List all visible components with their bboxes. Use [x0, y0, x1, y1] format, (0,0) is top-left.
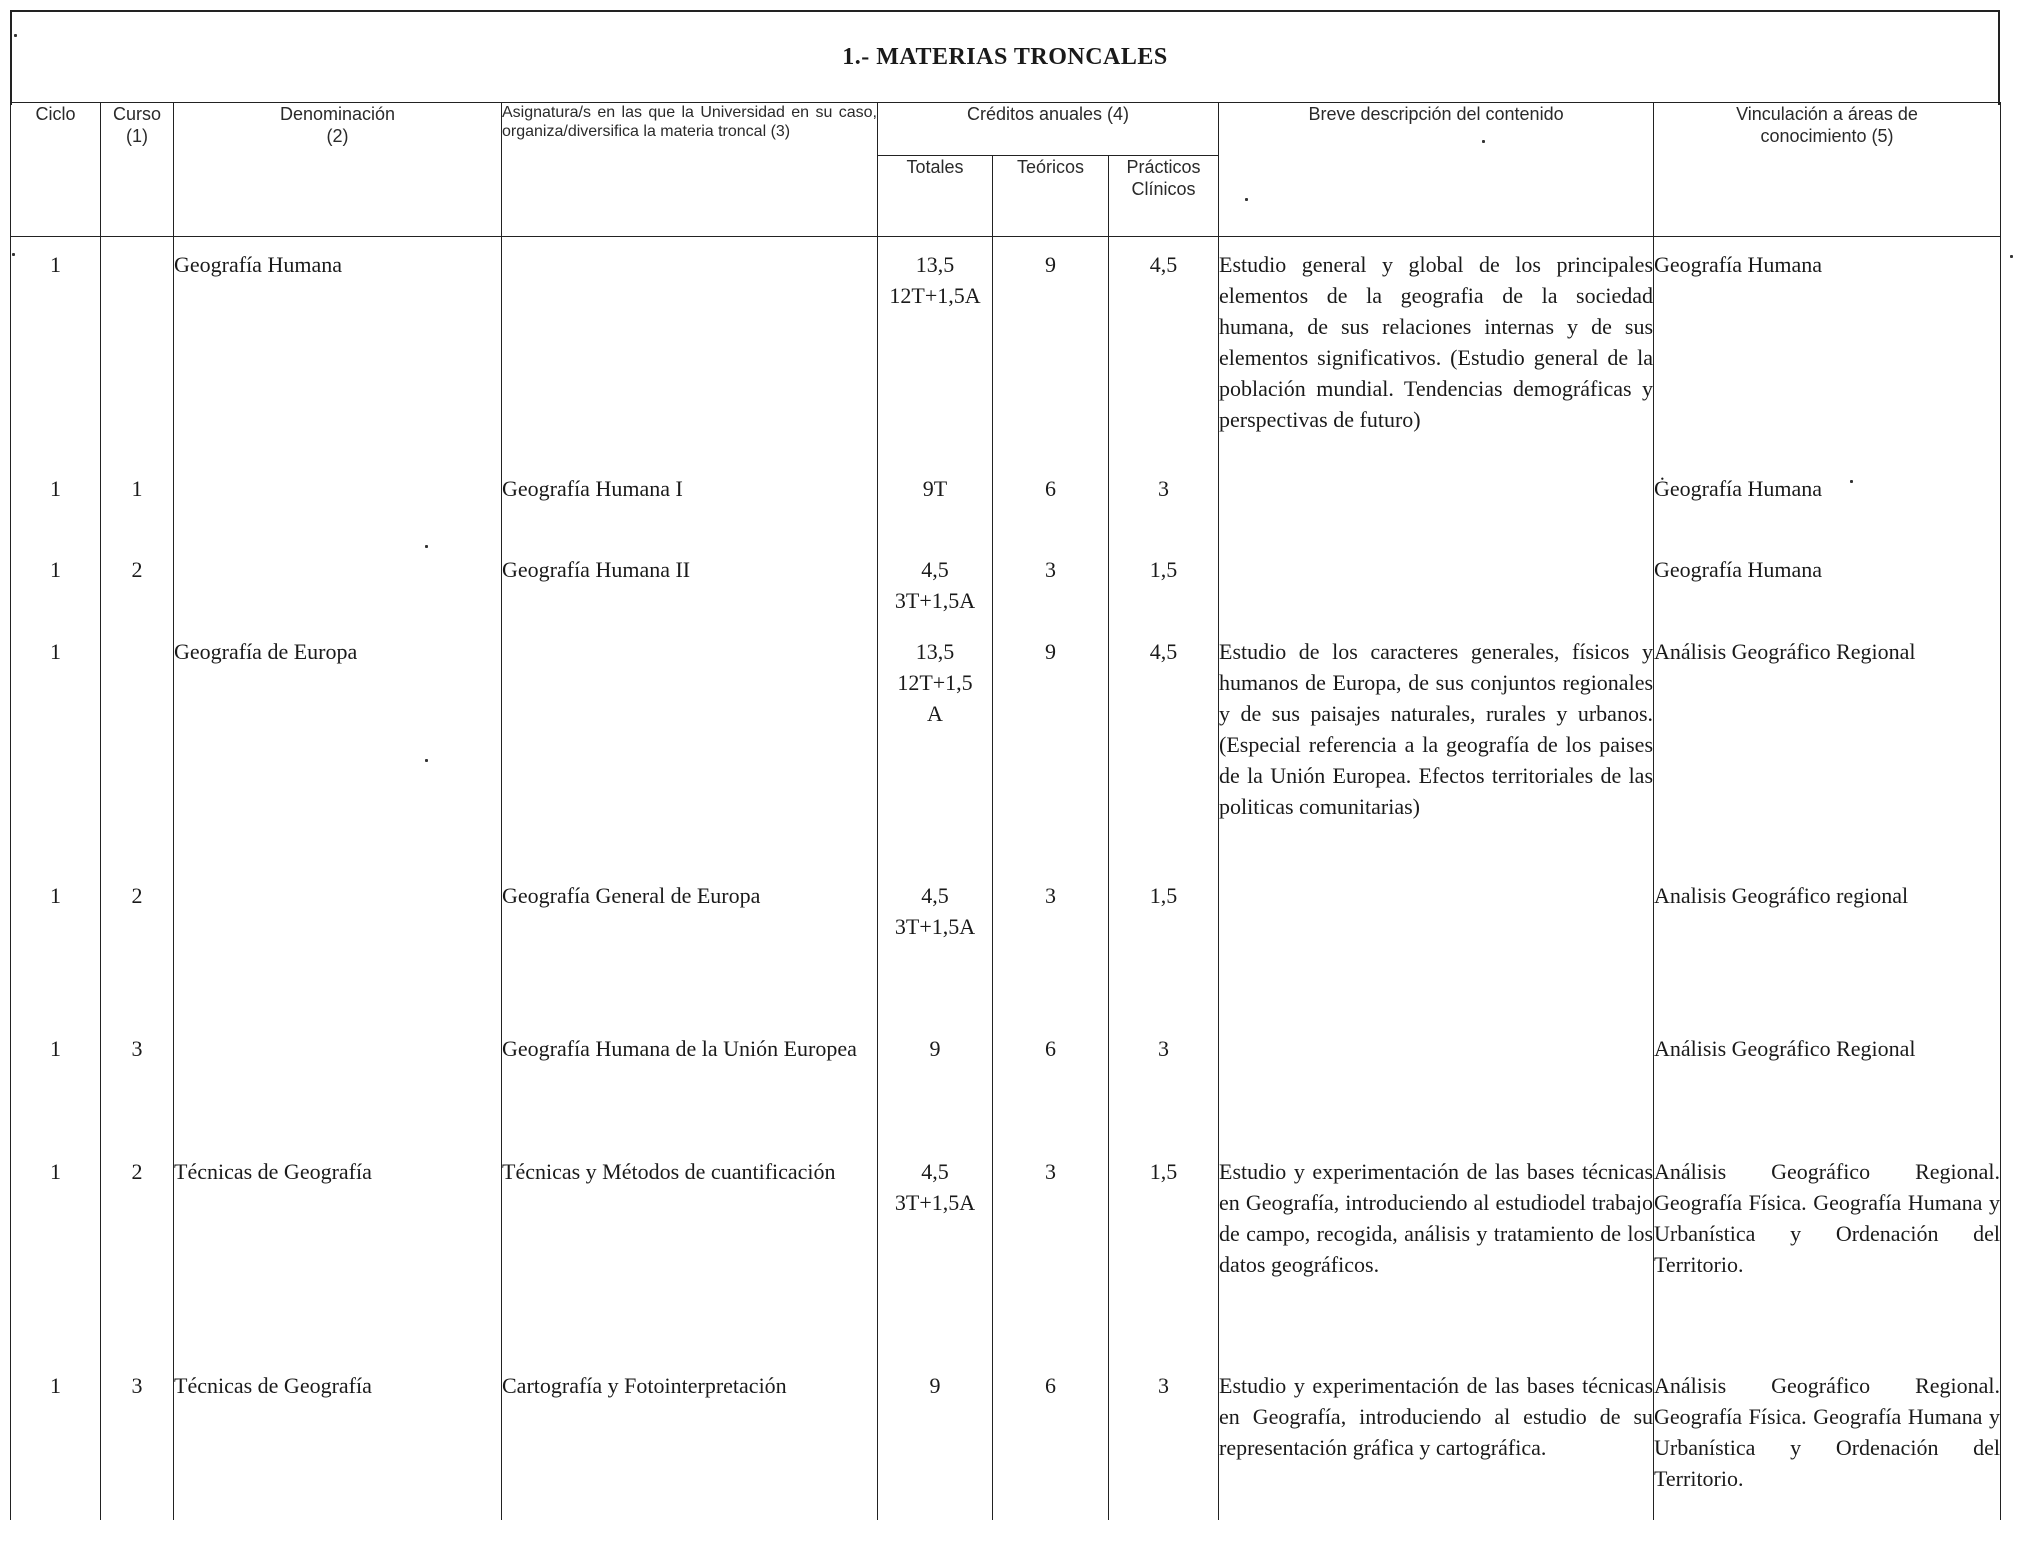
cell-ciclo: 1 — [11, 473, 101, 554]
cell-totales: 9 — [878, 1033, 993, 1156]
cell-practicos: 4,5 — [1109, 237, 1219, 473]
cell-asignatura: Geografía General de Europa — [502, 880, 878, 1033]
cell-descripcion — [1219, 473, 1654, 554]
cell-totales: 13,5 12T+1,5 A — [878, 636, 993, 880]
materias-table — [10, 102, 2001, 1520]
cell-vinculacion: Análisis Geográfico Regional — [1654, 1033, 2001, 1156]
scan-speck — [2010, 255, 2013, 258]
cell-ciclo: 1 — [11, 237, 101, 473]
cell-totales: 4,5 3T+1,5A — [878, 554, 993, 636]
cell-practicos: 1,5 — [1109, 880, 1219, 1033]
cell-teoricos: 9 — [993, 636, 1109, 880]
cell-descripcion — [1219, 880, 1654, 1033]
table-row — [11, 554, 2001, 636]
cell-denominacion — [174, 554, 502, 636]
cell-practicos: 1,5 — [1109, 1156, 1219, 1370]
cell-curso: 2 — [101, 880, 174, 1033]
cell-denominacion — [174, 473, 502, 554]
cell-vinculacion: Análisis Geográfico Regional — [1654, 636, 2001, 880]
header-curso: Curso (1) — [101, 103, 174, 237]
table-header — [11, 103, 2001, 237]
scan-speck — [12, 253, 15, 256]
cell-curso — [101, 237, 174, 473]
cell-totales: 9 — [878, 1370, 993, 1520]
cell-asignatura: Geografía Humana II — [502, 554, 878, 636]
title-box — [10, 10, 2000, 105]
cell-vinculacion: Geografía Humana — [1654, 554, 2001, 636]
cell-curso: 1 — [101, 473, 174, 554]
cell-practicos: 3 — [1109, 473, 1219, 554]
scan-speck — [1850, 480, 1853, 483]
cell-denominacion — [174, 880, 502, 1033]
header-asignaturas: Asignatura/s en las que la Universidad en su caso, organiza/diversifica la materia troncal (3) — [502, 103, 878, 237]
cell-denominacion — [174, 1033, 502, 1156]
header-teoricos: Teóricos — [993, 156, 1109, 237]
cell-ciclo: 1 — [11, 1370, 101, 1520]
scan-speck — [1245, 198, 1248, 201]
cell-teoricos: 9 — [993, 237, 1109, 473]
cell-asignatura: Geografía Humana de la Unión Europea — [502, 1033, 878, 1156]
cell-totales: 13,5 12T+1,5A — [878, 237, 993, 473]
scan-speck — [425, 545, 428, 548]
cell-denominacion: Técnicas de Geografía — [174, 1370, 502, 1520]
table-row — [11, 473, 2001, 554]
cell-asignatura — [502, 237, 878, 473]
cell-practicos: 3 — [1109, 1370, 1219, 1520]
cell-curso: 2 — [101, 1156, 174, 1370]
cell-descripcion: Estudio y experimentación de las bases técnicas en Geografía, introduciendo al estudiodel trabajo de campo, recogida, análisis y tratamiento de los datos geográficos. — [1219, 1156, 1654, 1370]
header-ciclo: Ciclo — [11, 103, 101, 237]
cell-totales: 4,5 3T+1,5A — [878, 880, 993, 1033]
cell-totales: 4,5 3T+1,5A — [878, 1156, 993, 1370]
cell-teoricos: 6 — [993, 473, 1109, 554]
cell-ciclo: 1 — [11, 1033, 101, 1156]
cell-teoricos: 6 — [993, 1033, 1109, 1156]
cell-practicos: 1,5 — [1109, 554, 1219, 636]
scan-speck — [425, 759, 428, 762]
cell-descripcion: Estudio y experimentación de las bases técnicas en Geografía, introduciendo al estudio de su representación gráfica y cartográfica. — [1219, 1370, 1654, 1520]
cell-ciclo: 1 — [11, 880, 101, 1033]
cell-ciclo: 1 — [11, 554, 101, 636]
cell-asignatura: Geografía Humana I — [502, 473, 878, 554]
cell-curso: 3 — [101, 1370, 174, 1520]
table-body — [11, 237, 2001, 1520]
table-row — [11, 636, 2001, 880]
cell-teoricos: 6 — [993, 1370, 1109, 1520]
cell-vinculacion: Geografía Humana — [1654, 237, 2001, 473]
table-row — [11, 880, 2001, 1033]
cell-vinculacion: Analisis Geográfico regional — [1654, 880, 2001, 1033]
cell-descripcion — [1219, 1033, 1654, 1156]
cell-asignatura: Cartografía y Fotointerpretación — [502, 1370, 878, 1520]
table-row — [11, 1156, 2001, 1370]
cell-asignatura: Técnicas y Métodos de cuantificación — [502, 1156, 878, 1370]
header-creditos: Créditos anuales (4) — [878, 103, 1219, 156]
cell-denominacion: Geografía Humana — [174, 237, 502, 473]
cell-practicos: 4,5 — [1109, 636, 1219, 880]
cell-vinculacion: Análisis Geográfico Regional. Geografía Física. Geografía Humana y Urbanística y Ordenación del Territorio. — [1654, 1370, 2001, 1520]
cell-curso: 2 — [101, 554, 174, 636]
cell-ciclo: 1 — [11, 636, 101, 880]
cell-teoricos: 3 — [993, 554, 1109, 636]
cell-vinculacion: Análisis Geográfico Regional. Geografía Física. Geografía Humana y Urbanística y Ordenación del Territorio. — [1654, 1156, 2001, 1370]
scan-speck — [14, 34, 17, 37]
cell-asignatura — [502, 636, 878, 880]
cell-curso: 3 — [101, 1033, 174, 1156]
table-row — [11, 1370, 2001, 1520]
cell-descripcion: Estudio de los caracteres generales, físicos y humanos de Europa, de sus conjuntos regionales y de sus paisajes naturales, rurales y urbanos. (Especial referencia a la geografía de los paises de la Unión Europea. Efectos territoriales de las politicas comunitarias) — [1219, 636, 1654, 880]
header-practicos: Prácticos Clínicos — [1109, 156, 1219, 237]
cell-descripcion: Estudio general y global de los principales elementos de la geografia de la sociedad humana, de sus relaciones internas y de sus elementos significativos. (Estudio general de la población mundial. Tendencias demográficas y perspectivas de futuro) — [1219, 237, 1654, 473]
cell-totales: 9T — [878, 473, 993, 554]
cell-practicos: 3 — [1109, 1033, 1219, 1156]
scan-speck — [1482, 140, 1485, 143]
cell-curso — [101, 636, 174, 880]
page-title: 1.- MATERIAS TRONCALES — [842, 44, 1168, 70]
header-vinculacion: Vinculación a áreas de conocimiento (5) — [1654, 103, 2001, 237]
header-descripcion: Breve descripción del contenido — [1219, 103, 1654, 237]
table-row — [11, 237, 2001, 473]
header-denominacion: Denominación (2) — [174, 103, 502, 237]
cell-denominacion: Técnicas de Geografía — [174, 1156, 502, 1370]
cell-descripcion — [1219, 554, 1654, 636]
cell-vinculacion: Ġeografía Humana — [1654, 473, 2001, 554]
cell-denominacion: Geografía de Europa — [174, 636, 502, 880]
header-totales: Totales — [878, 156, 993, 237]
table-row — [11, 1033, 2001, 1156]
cell-teoricos: 3 — [993, 1156, 1109, 1370]
cell-teoricos: 3 — [993, 880, 1109, 1033]
cell-ciclo: 1 — [11, 1156, 101, 1370]
